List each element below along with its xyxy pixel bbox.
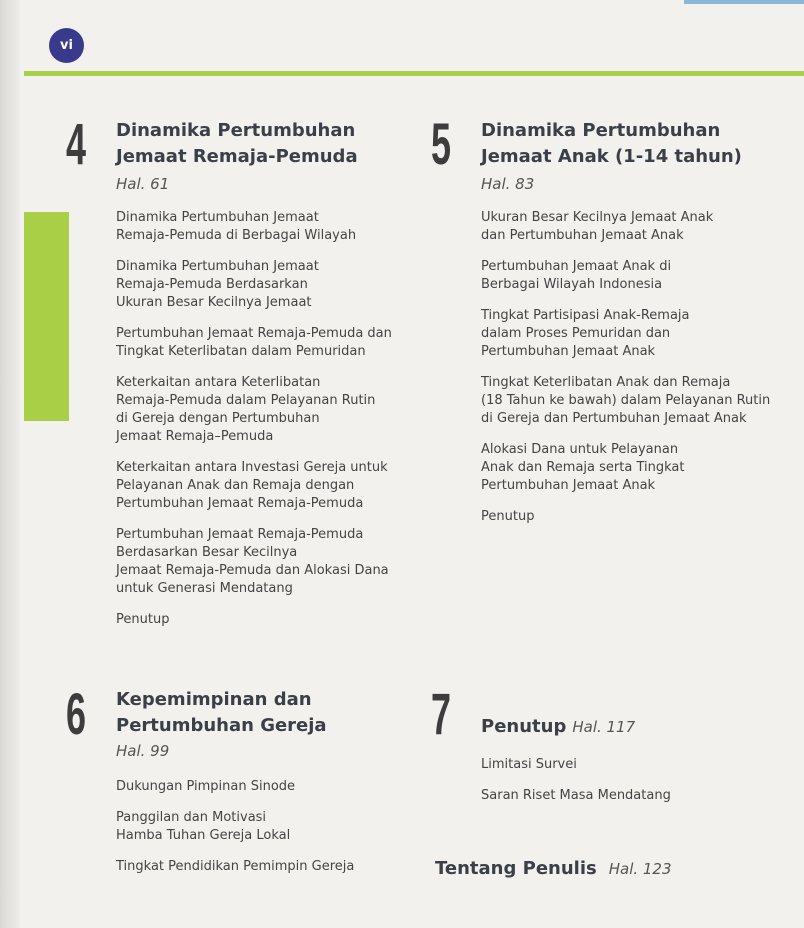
list-item: Dinamika Pertumbuhan Jemaat Remaja-Pemuda Berdasarkan Ukuran Besar Kecilnya Jemaat: [116, 259, 319, 310]
list-item: Penutup: [116, 612, 170, 627]
page-number-badge: vi: [49, 28, 84, 63]
list-item: Keterkaitan antara Keterlibatan Remaja-Pemuda dalam Pelayanan Rutin di Gereja dengan Pertumbuhan Jemaat Remaja–Pemuda: [116, 375, 376, 444]
chapter-number: 5: [431, 112, 452, 177]
list-item: Dukungan Pimpinan Sinode: [116, 779, 296, 794]
about-author-page: Hal. 123: [608, 860, 672, 878]
chapter-title: Kepemimpinan dan Pertumbuhan Gereja: [116, 689, 327, 736]
list-item: Pertumbuhan Jemaat Remaja-Pemuda dan Tingkat Keterlibatan dalam Pemuridan: [116, 326, 392, 359]
list-item: Dinamika Pertumbuhan Jemaat Remaja-Pemuda di Berbagai Wilayah: [116, 210, 357, 243]
about-author-heading: [435, 856, 672, 882]
header-rule: [24, 71, 804, 76]
chapter-number: 6: [66, 682, 87, 747]
chapter-page: Hal. 99: [116, 742, 170, 760]
chapter-title: [481, 714, 635, 740]
chapter-number: 4: [66, 112, 87, 177]
list-item: Alokasi Dana untuk Pelayanan Anak dan Remaja serta Tingkat Pertumbuhan Jemaat Anak: [481, 442, 685, 493]
chapter-title: Dinamika Pertumbuhan Jemaat Anak (1-14 tahun): [481, 120, 742, 167]
chapter-title-text: Penutup: [481, 716, 567, 737]
page-gutter-shadow: [0, 0, 20, 928]
list-item: Limitasi Survei: [481, 757, 577, 772]
list-item: Panggilan dan Motivasi Hamba Tuhan Gereja Lokal: [116, 810, 291, 843]
list-item: Pertumbuhan Jemaat Remaja-Pemuda Berdasarkan Besar Kecilnya Jemaat Remaja-Pemuda dan Alokasi Dana untuk Generasi Mendatang: [116, 527, 389, 596]
about-author-title: Tentang Penulis: [435, 858, 597, 879]
list-item: Pertumbuhan Jemaat Anak di Berbagai Wilayah Indonesia: [481, 259, 672, 292]
list-item: Tingkat Partisipasi Anak-Remaja dalam Proses Pemuridan dan Pertumbuhan Jemaat Anak: [481, 308, 690, 359]
chapter-5-section-list: [481, 209, 786, 539]
list-item: Saran Riset Masa Mendatang: [481, 788, 671, 803]
list-item: Penutup: [481, 509, 535, 524]
chapter-page: Hal. 61: [116, 175, 170, 193]
list-item: Keterkaitan antara Investasi Gereja untuk Pelayanan Anak dan Remaja dengan Pertumbuhan Jemaat Remaja-Pemuda: [116, 460, 388, 511]
chapter-7-section-list: [481, 756, 786, 818]
chapter-4-section-list: [116, 209, 416, 642]
chapter-number: 7: [431, 682, 452, 747]
list-item: Tingkat Keterlibatan Anak dan Remaja (18 Tahun ke bawah) dalam Pelayanan Rutin di Gereja dan Pertumbuhan Jemaat Anak: [481, 375, 771, 426]
chapter-page: Hal. 117: [572, 718, 636, 736]
chapter-page: Hal. 83: [481, 175, 535, 193]
chapter-title: Dinamika Pertumbuhan Jemaat Remaja-Pemuda: [116, 120, 358, 167]
list-item: Ukuran Besar Kecilnya Jemaat Anak dan Pertumbuhan Jemaat Anak: [481, 210, 714, 243]
top-edge-tint: [684, 0, 804, 4]
list-item: Tingkat Pendidikan Pemimpin Gereja: [116, 859, 355, 874]
chapter-6-section-list: [116, 778, 416, 889]
side-accent-bar: [24, 212, 69, 421]
